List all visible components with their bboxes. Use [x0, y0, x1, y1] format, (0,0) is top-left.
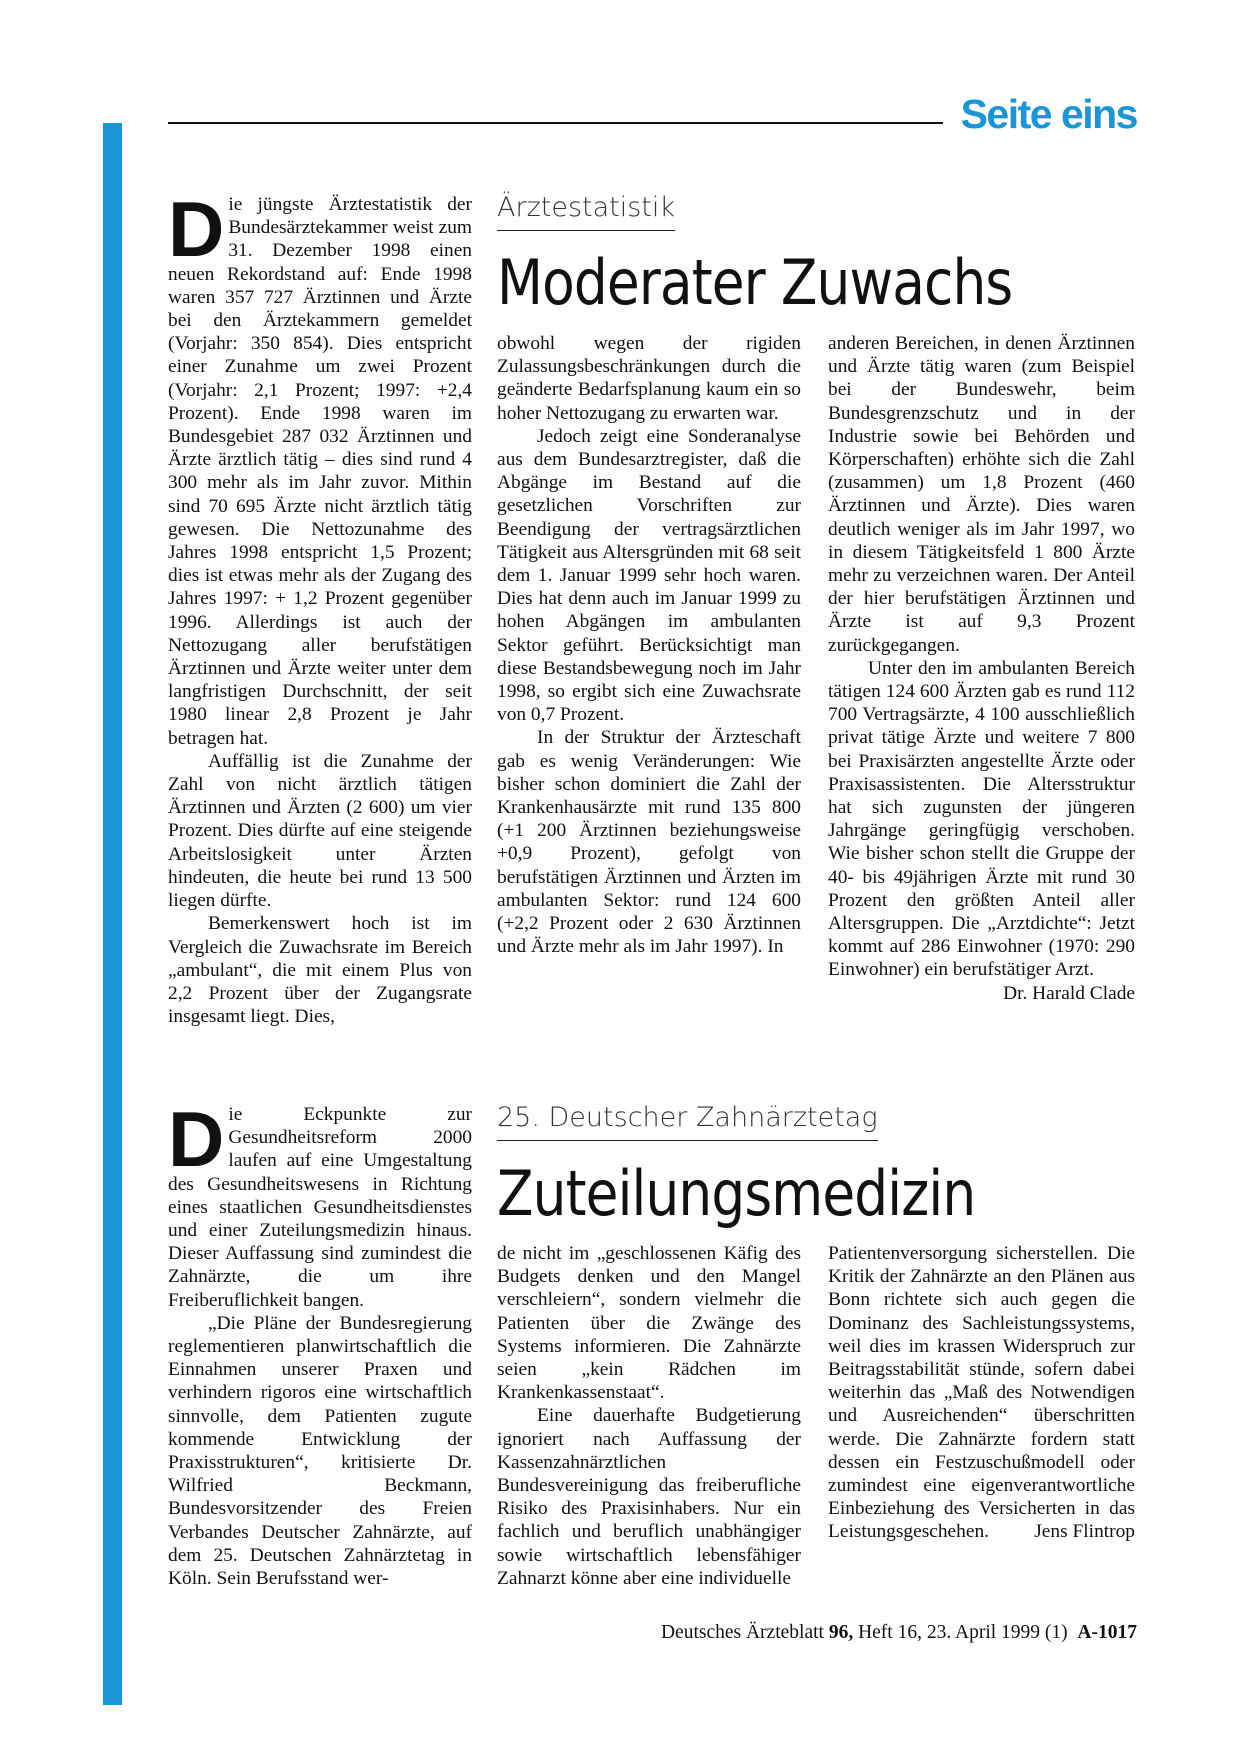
article-1-paragraph: anderen Bereichen, in denen Ärztinnen und Ärzte tätig waren (zum Beispiel bei der Bundeswehr, beim Bundesgrenzschutz und in der Industrie sowie bei Behörden und Körperschaften) erhöhte sich die Zahl (zusammen) um 1,8 Prozent (460 Ärztinnen und Ärzte). Dies waren deutlich weniger als im Jahr 1997, wo in diesem Tätigkeitsfeld 1 800 Ärzte mehr zu verzeichnen waren. Der Anteil der hier berufstätigen Ärztinnen und Ärzte ist auf 9,3 Prozent zurückgegangen. [828, 333, 1135, 656]
article-1-author: Dr. Harald Clade [1003, 982, 1135, 1004]
article-1-dropcap: D [168, 185, 225, 273]
article-2-dropcap: D [168, 1095, 225, 1183]
article-2-title: Zuteilungsmedizin [497, 1157, 976, 1230]
header-rule [168, 122, 943, 124]
article-1-paragraph: Bemerkenswert hoch ist im Vergleich die Zuwachsrate im Bereich „ambulant“, die mit einem Plus von 2,2 Prozent über der Zugangsrate insgesamt liegt. Dies, [168, 913, 472, 1028]
article-1-title: Moderater Zuwachs [497, 246, 1013, 319]
article-1-paragraph: ie jüngste Ärztestatistik der Bundesärztekammer weist zum 31. Dezember 1998 einen neuen Rekordstand auf: Ende 1998 waren 357 727 Ärztinnen und Ärzte bei den Ärztekammern gemeldet (Vorjahr: 350 854). Dies entspricht einer Zunahme um zwei Prozent (Vorjahr: 2,1 Prozent; 1997: +2,4 Prozent). Ende 1998 waren im Bundesgebiet 287 032 Ärztinnen und Ärzte ärztlich tätig – dies sind rund 4 300 mehr als im Jahr zuvor. Mithin sind 70 695 Ärzte nicht ärztlich tätig gewesen. Die Nettozunahme des Jahres 1998 entspricht 1,5 Prozent; dies ist etwas mehr als der Zugang des Jahres 1997: + 1,2 Prozent gegenüber 1996. Allerdings ist auch der Nettozugang aller berufstätigen Ärztinnen und Ärzte weiter unter dem langfristigen Durchschnitt, der seit 1980 linear 2,8 Prozent je Jahr betragen hat. [168, 194, 472, 749]
article-1-paragraph: Unter den im ambulanten Bereich tätigen 124 600 Ärzten gab es rund 112 700 Vertragsärzte, 4 100 ausschließlich privat tätige Ärzte und weitere 7 800 bei Praxisärzten angestellte Ärzte oder Praxisassistenten. Die Altersstruktur hat sich zugunsten der jüngeren Jahrgänge geringfügig verschoben. Wie bisher schon stellt die Gruppe der 40- bis 49jährigen Ärzte mit rund 30 Prozent den größten Anteil aller Altersgruppen. Die „Arztdichte“: Jetzt kommt auf 286 Einwohner (1970: 290 Einwohner) ein berufstätiger Arzt. [828, 657, 1135, 981]
article-2-paragraph: ie Eckpunkte zur Gesundheitsreform 2000 laufen auf eine Umgestaltung des Gesundheitswesens in Richtung eines staatlichen Gesundheitsdienstes und einer Zuteilungsmedizin hinaus. Dieser Auffassung sind zumindest die Zahnärzte, die um ihre Freiberuflichkeit bangen. [168, 1104, 472, 1311]
section-header: Seite eins [960, 91, 1137, 137]
article-1-paragraph: obwohl wegen der rigiden Zulassungsbeschränkungen durch die geänderte Bedarfsplanung kaum ein so hoher Nettozugang zu erwarten war. [497, 333, 801, 424]
footer-page-number: A-1017 [1077, 1622, 1137, 1643]
article-2-paragraph: Eine dauerhafte Budgetierung ignoriert nach Auffassung der Kassenzahnärztlichen Bundesvereinigung das freiberufliche Risiko des Praxisinhabers. Nur ein fachlich und beruflich unabhängiger sowie wirtschaftlich lebensfähiger Zahnarzt könne aber eine individuelle [497, 1405, 801, 1589]
article-1-column-3 [828, 332, 1135, 1005]
article-2-kicker: 25. Deutscher Zahnärztetag [497, 1104, 878, 1141]
article-1-column-1 [168, 185, 472, 1028]
article-2-paragraph: „Die Pläne der Bundesregierung reglementieren planwirtschaftlich die Einnahmen unserer Praxen und verhindern rigoros eine wirtschaftlich sinnvolle, dem Patienten zugute kommende Entwicklung der Praxisstrukturen“, kritisierte Dr. Wilfried Beckmann, Bundesvorsitzender des Freien Verbandes Deutscher Zahnärzte, auf dem 25. Deutschen Zahnärztetag in Köln. Sein Berufsstand wer- [168, 1312, 472, 1590]
article-2-author: Jens Flintrop [1034, 1521, 1135, 1543]
footer-issue: Heft 16, 23. April 1999 (1) [858, 1622, 1068, 1643]
article-1-kicker: Ärztestatistik [497, 194, 675, 231]
article-1-paragraph: Jedoch zeigt eine Sonderanalyse aus dem Bundesarztregister, daß die Abgänge im Bestand auf die gesetzlichen Vorschriften zur Beendigung der vertragsärztlichen Tätigkeit aus Altersgründen mit 68 seit dem 1. Januar 1999 sehr hoch waren. Dies hat denn auch im Januar 1999 zu hohen Abgängen im ambulanten Sektor geführt. Berücksichtigt man diese Bestandsbewegung noch im Jahr 1998, so ergibt sich eine Zuwachsrate von 0,7 Prozent. [497, 425, 801, 726]
article-2-column-1 [168, 1095, 472, 1590]
article-2-column-2 [497, 1242, 801, 1590]
footer-volume: 96, [828, 1622, 854, 1643]
article-2-paragraph: de nicht im „geschlossenen Käfig des Budgets denken und den Mangel verschleiern“, sondern vielmehr die Patienten über die Zwänge des Systems informieren. Die Zahnärzte seien „kein Rädchen im Krankenkassenstaat“. [497, 1243, 801, 1404]
footer-journal: Deutsches Ärzteblatt [660, 1622, 824, 1643]
page-footer [661, 1622, 1137, 1644]
accent-side-bar [103, 123, 122, 1705]
article-1-paragraph: Auffällig ist die Zunahme der Zahl von nicht ärztlich tätigen Ärztinnen und Ärzten (2 600) um vier Prozent. Dies dürfte auf eine steigende Arbeitslosigkeit unter Ärzten hindeuten, die heute bei rund 13 500 liegen dürfte. [168, 750, 472, 912]
article-2-column-3 [828, 1242, 1135, 1544]
article-1-column-2 [497, 332, 801, 958]
article-1-paragraph: In der Struktur der Ärzteschaft gab es wenig Veränderungen: Wie bisher schon dominiert die Zahl der Krankenhausärzte mit rund 135 800 (+1 200 Ärztinnen beziehungsweise +0,9 Prozent), gefolgt von berufstätigen Ärztinnen und Ärzten im ambulanten Sektor: rund 124 600 (+2,2 Prozent oder 2 630 Ärztinnen und Ärzte mehr als im Jahr 1997). In [497, 727, 801, 958]
article-2-paragraph: Patientenversorgung sicherstellen. Die Kritik der Zahnärzte an den Plänen aus Bonn richtete sich auch gegen die Dominanz des Sachleistungssystems, weil dies im krassen Widerspruch zur Beitragsstabilität stünde, sofern dabei weiterhin das „Maß des Notwendigen und Ausreichenden“ überschritten werde. Die Zahnärzte fordern statt dessen ein Festzuschußmodell oder zumindest eine eigenverantwortliche Einbeziehung des Versicherten in das Leistungsgeschehen. [828, 1243, 1135, 1543]
